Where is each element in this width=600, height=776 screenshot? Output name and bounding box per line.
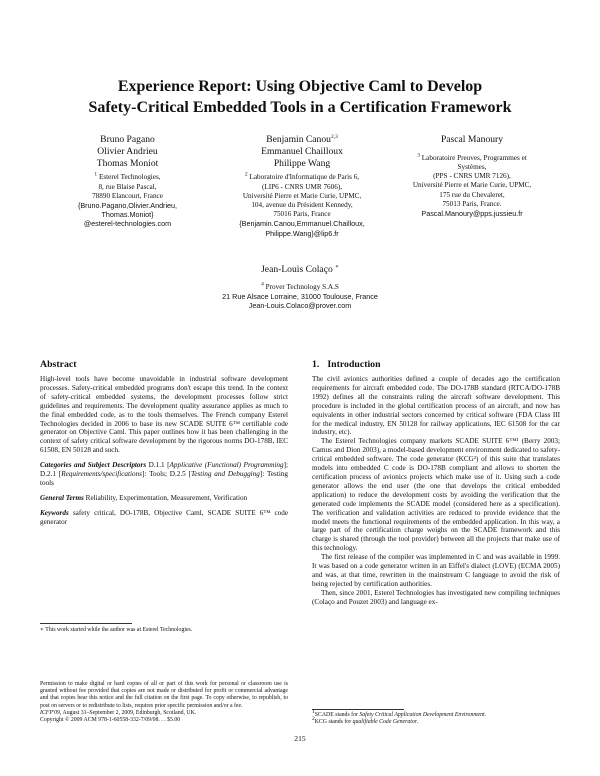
affiliation-line: $^3$ Laboratoire Preuves, Programmes et (417, 152, 527, 162)
affiliation-line: Systèmes, (457, 163, 487, 171)
author-email: {Bruno.Pagano,Olivier.Andrieu, (77, 201, 178, 210)
affiliation-line: $^4$ Prover Technology S.A.S (261, 281, 339, 291)
footnote-rule (312, 709, 404, 710)
categories-paragraph: Categories and Subject Descriptors D.1.1 [Applicative (Functional) Programming]; D.2.1 [Requirements/specifications]: Tools; D.2.5 [Testing and Debugging]: Testing tools (40, 461, 289, 487)
section-title: Introduction (327, 359, 381, 370)
right-column (312, 359, 560, 607)
footnote-2: 2KCG stands for qualifiable Code Generator. (312, 716, 419, 726)
title-line-1: Experience Report: Using Objective Caml to Develop (117, 78, 483, 95)
intro-paragraph-1: The civil avionics authorities defined a couple of decades ago the certification requirements for aircraft embedded code. The DO-178B standard (RTCA/DO-178B 1992) defines all the constraints ruling the aircraft software development. This procedure is included in the global certification process of an aircraft, and now has equivalents in other industrial sectors concerned by critical software (FDA Class III for the medical industry, EN 50128 for railway applications, IEC 61508 for the car industry, etc). (312, 375, 560, 437)
affiliation-line: 78890 Elancourt, France (92, 191, 163, 200)
page-number: 215 (294, 734, 306, 743)
general-terms-paragraph: General Terms Reliability, Experimentation, Measurement, Verification (40, 493, 248, 502)
author-block-4 (150, 264, 450, 310)
left-column (40, 359, 288, 527)
author-name: Pascal Manoury (440, 134, 504, 145)
author-name: Jean-Louis Colaço ∗ (261, 263, 339, 275)
author-name: Philippe Wang (273, 157, 331, 169)
affiliation-line: 75016 Paris, France (273, 210, 331, 219)
categories-heading: Categories and Subject Descriptors (40, 461, 147, 470)
author-block-2 (212, 134, 392, 238)
affiliation-line: 21 Rue Alsace Lorraine, 31000 Toulouse, France (222, 292, 378, 301)
author-affiliation-marks: 2,3 (330, 133, 338, 140)
author-name: Bruno Pagano (100, 134, 155, 145)
author-email: {Benjamin.Canou,Emmanuel.Chailloux, (239, 219, 365, 229)
author-email: Pascal.Manoury@pps.jussieu.fr (421, 209, 523, 219)
intro-paragraph-2: The Esterel Technologies company markets SCADE SUITE 6™¹ (Berry 2003; Camus and Dion 2003), a model-based development environment dedicated to safety-critical embedded software. The code generator (KCG²) of this suite that translates models into embedded C code is DO-178B compliant and allows to shorten the certification process of avionics projects which make use of it. Using such a code generator allows the end user (the one that develops the critical embedded application) to reduce the development costs by avoiding the verification that the generated code implements the SCADE model (considered here as a specification). The verification and validation activities are reduced to provide evidence that the model meets the functional requirements of the embedded application. In this way, a large part of the certification charge weighs on the SCADE framework and this charge is shared (through the tool provider) between all the projects that make use of this technology. (312, 437, 560, 553)
author-email: Jean-Louis.Colaco@prover.com (248, 301, 352, 311)
section-number: 1. (312, 359, 320, 370)
author-block-1 (40, 134, 215, 229)
affiliation-mark: 2 (244, 172, 248, 178)
permission-text: Permission to make digital or hard copies of all or part of this work for personal or classroom use is granted without fee provided that copies are not made or distributed for profit or commercial advantage and that copies bear this notice and the full citation on the first page. To copy otherwise, to republish, to post on servers or to redistribute to lists, requires prior specific permission and/or a fee. (40, 681, 288, 709)
affiliation-mark: 3 (417, 152, 420, 159)
affiliation-line: Université Pierre et Marie Curie, UPMC, (412, 181, 532, 190)
affiliation-line: Université Pierre et Marie Curie, UPMC, (242, 191, 362, 200)
affiliation-line: $^2$ Laboratoire d'Informatique de Paris 6, (244, 172, 360, 182)
footnote-rule (40, 623, 132, 624)
author-name: Benjamin Canou$^{2,3}$ (266, 133, 338, 145)
venue-line: ICFP'09, August 31–September 2, 2009, Edinburgh, Scotland, UK. (40, 709, 197, 716)
author-footnote: ∗ This work started while the author was at Esterel Technologies. (40, 627, 193, 633)
affiliation-line: (PPS - CNRS UMR 7126), (433, 172, 511, 181)
author-email: Philippe.Wang}@lip6.fr (265, 228, 339, 238)
affiliation-line: 175 rue du Chevaleret, (439, 190, 505, 199)
affiliation-line: 75013 Paris, France. (442, 199, 502, 208)
author-email: @esterel-technologies.com (83, 219, 172, 229)
general-terms-heading: General Terms (40, 493, 84, 502)
author-name: Olivier Andrieu (97, 145, 158, 157)
left-footnote-area (40, 623, 288, 634)
author-name: Emmanuel Chailloux (261, 145, 343, 157)
section-heading (312, 359, 560, 371)
affiliation-line: 104, avenue du Président Kennedy, (251, 201, 353, 209)
affiliation-mark: 4 (261, 281, 264, 288)
intro-paragraph-3: The first release of the compiler was implemented in C and was available in 1999. It was based on a code generator written in an Eiffel's dialect (LOVE) (ECMA 2005) and was, at that time, rewritten in the mainstream C language to avoid the risk of being rejected by certification authorities. (312, 553, 560, 588)
author-email: Thomas.Moniot} (101, 210, 154, 220)
affiliation-line: 8, rue Blaise Pascal, (98, 182, 157, 191)
intro-paragraph-4: Then, since 2001, Esterel Technologies has investigated new compiling techniques (Colaço and Pouzet 2003) and language ex- (312, 588, 560, 606)
footnote-1: 1SCADE stands for Safety Critical Application Development Environment. (312, 709, 487, 718)
right-footnote-area (312, 709, 560, 726)
affiliation-mark: 1 (94, 172, 98, 178)
paper-title (40, 76, 560, 118)
title-line-2: Safety-Critical Embedded Tools in a Certification Framework (88, 99, 512, 116)
author-block-3 (382, 134, 562, 218)
author-footnote-mark: ∗ (335, 263, 339, 270)
author-name: Thomas Moniot (96, 157, 159, 169)
copyright-line: Copyright © 2009 ACM 978-1-60558-332-7/09/08. . . $5.00 (40, 717, 181, 724)
affiliation-line: (LIP6 - CNRS UMR 7606), (261, 182, 343, 191)
affiliation-line: $^1$ Esterel Technologies, (94, 172, 161, 182)
abstract-text: High-level tools have become unavoidable in industrial software development processes. Safety-critical embedded programs don't escape this trend. In the context of safety-critical embedded systems, the development processes follow strict guidelines and requirements. The development quality assurance applies as much to the final embedded code, as to the tools themselves. The French company Esterel Technologies decided in 2006 to base its new SCADE SUITE 6™ certifiable code generator on Objective Caml. This paper outlines how it has been challenging in the context of safety critical software development by the rigorous norms DO-178B, IEC 61508, EN 50128 and such. (40, 375, 288, 455)
abstract-heading: Abstract (40, 359, 77, 370)
keywords-paragraph: Keywords safety critical, DO-178B, Objective Caml, SCADE SUITE 6™ code generator (40, 508, 289, 526)
keywords-heading: Keywords (40, 508, 69, 517)
permission-block (40, 681, 288, 724)
